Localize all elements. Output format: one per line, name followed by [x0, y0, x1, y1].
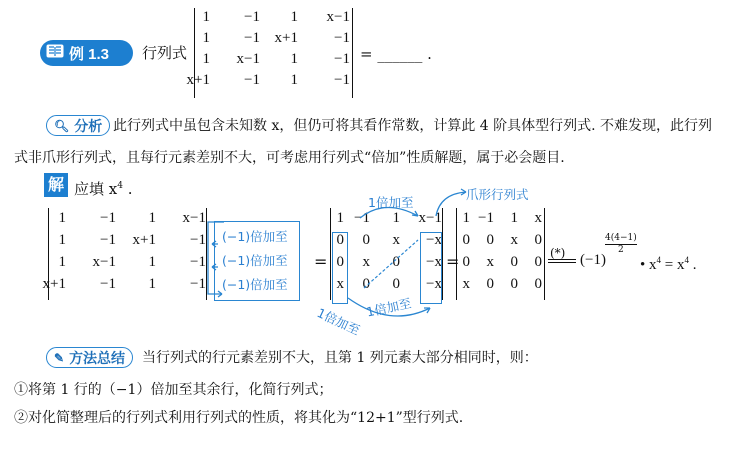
original-matrix-cell: 1 [58, 254, 66, 270]
step-matrix-cell: 0 [362, 276, 370, 292]
original-matrix-cell: x+1 [132, 232, 156, 248]
analysis-line-2: 式非爪形行列式，且每行元素差别不大，可考虑用行列式“倍加”性质解题，属于必会题目. [14, 150, 565, 166]
equals-2: = [446, 252, 460, 271]
claw-matrix-cell: 0 [486, 232, 494, 248]
step-matrix-cell: x [362, 254, 370, 270]
original-matrix-cell: −1 [100, 232, 116, 248]
step-matrix-cell: 1 [392, 210, 400, 226]
magnifier-icon: 🔍︎ [54, 118, 70, 133]
solution-answer: 应填 $x^4$ . [74, 180, 133, 198]
example-matrix-cell: −1 [244, 9, 260, 25]
method-badge [46, 347, 133, 368]
step-matrix-cell: −1 [354, 210, 370, 226]
row-op-3: (−1)倍加至 [222, 277, 288, 292]
step-matrix-cell: 0 [362, 232, 370, 248]
original-matrix-cell: −1 [190, 254, 206, 270]
step-matrix-cell: x [392, 232, 400, 248]
solution-badge: 解 [44, 173, 68, 197]
claw-matrix-cell: 0 [462, 254, 470, 270]
claw-matrix-cell: 0 [534, 232, 542, 248]
example-matrix-cell: −1 [334, 72, 350, 88]
method-item-2: ②对化简整理后的行列式利用行列式的性质，将其化为“12+1”型行列式. [14, 410, 464, 426]
example-matrix-cell: x+1 [186, 72, 210, 88]
step-matrix-cell: x−1 [418, 210, 442, 226]
analysis-line-1: 此行列式中虽包含未知数 x，但仍可将其看作常数，计算此 4 阶具体型行列式. 不难发现，此行列 [113, 118, 713, 134]
example-title: 行列式 [142, 44, 188, 62]
result-base: (−1) [580, 252, 606, 268]
claw-matrix-cell: x [486, 254, 494, 270]
example-matrix-cell: 1 [290, 72, 298, 88]
claw-matrix-cell: x [510, 232, 518, 248]
original-matrix-cell: −1 [100, 276, 116, 292]
example-matrix-cell: x−1 [236, 51, 260, 67]
claw-matrix-cell: −1 [478, 210, 494, 226]
result-exponent: 4(4−1) 2 [605, 233, 637, 255]
blank-answer: = ______ . [360, 45, 432, 63]
step-matrix-cell: 0 [336, 232, 344, 248]
step-matrix-cell: 0 [336, 254, 344, 270]
claw-matrix-cell: 0 [486, 276, 494, 292]
original-matrix-cell: x−1 [182, 210, 206, 226]
claw-label: 爪形行列式 [466, 187, 529, 202]
example-matrix-cell: 1 [202, 9, 210, 25]
claw-matrix-cell: x [534, 210, 542, 226]
row-op-2: (−1)倍加至 [222, 253, 288, 268]
example-matrix-cell: −1 [244, 30, 260, 46]
pencil-icon: ✎ [54, 350, 65, 365]
original-matrix-cell: 1 [148, 254, 156, 270]
claw-matrix-cell: 0 [534, 276, 542, 292]
example-matrix-cell: 1 [202, 51, 210, 67]
method-label: 方法总结 [69, 349, 126, 366]
star-line-2 [548, 262, 576, 263]
claw-matrix-cell: 0 [510, 276, 518, 292]
example-matrix-cell: 1 [290, 9, 298, 25]
example-matrix-cell: −1 [334, 30, 350, 46]
original-matrix-cell: x+1 [42, 276, 66, 292]
step-matrix-cell: −x [426, 276, 442, 292]
method-intro: 当行列式的行元素差别不大，且第 1 列元素大部分相同时，则： [142, 350, 538, 366]
original-matrix-cell: −1 [100, 210, 116, 226]
step-matrix-cell: −x [426, 232, 442, 248]
col-op-bottom-b: 1倍加至 [365, 295, 413, 320]
original-matrix-cell: −1 [190, 276, 206, 292]
example-matrix-cell: −1 [334, 51, 350, 67]
equals-1: = [314, 252, 328, 271]
claw-matrix-cell: 1 [462, 210, 470, 226]
claw-matrix-cell: x [462, 276, 470, 292]
example-matrix-cell: 1 [290, 51, 298, 67]
example-number: 例 1.3 [69, 45, 110, 63]
original-matrix-cell: x−1 [92, 254, 116, 270]
example-badge [40, 40, 133, 66]
step-matrix-cell: 0 [392, 276, 400, 292]
determinant-original [42, 208, 208, 300]
method-item-1: ①将第 1 行的（−1）倍加至其余行，化简行列式； [14, 382, 333, 398]
original-matrix-cell: −1 [190, 232, 206, 248]
star-line-1 [548, 259, 576, 260]
original-matrix-cell: 1 [58, 210, 66, 226]
col-op-bottom-a: 1倍加至 [314, 305, 363, 338]
claw-matrix-cell: 0 [510, 254, 518, 270]
example-determinant [186, 8, 354, 98]
claw-matrix-cell: 1 [510, 210, 518, 226]
result-tail: • $x^4 = x^4$ . [640, 255, 697, 273]
step-matrix-cell: 1 [336, 210, 344, 226]
determinant-claw [456, 208, 546, 300]
example-matrix-cell: x+1 [274, 30, 298, 46]
example-matrix-cell: −1 [244, 72, 260, 88]
original-matrix-cell: 1 [58, 232, 66, 248]
analysis-badge [46, 115, 110, 136]
step-matrix-cell: 0 [392, 254, 400, 270]
original-matrix-cell: 1 [148, 276, 156, 292]
row-op-1: (−1)倍加至 [222, 229, 288, 244]
star-note: (*) [550, 246, 566, 260]
claw-matrix-cell: 0 [462, 232, 470, 248]
example-matrix-cell: 1 [202, 30, 210, 46]
analysis-label: 分析 [74, 117, 103, 134]
step-matrix-cell: −x [426, 254, 442, 270]
book-icon [46, 44, 64, 62]
step-matrix-cell: x [336, 276, 344, 292]
claw-matrix-cell: 0 [534, 254, 542, 270]
example-matrix-cell: x−1 [326, 9, 350, 25]
col-op-top: 1倍加至 [368, 195, 414, 210]
original-matrix-cell: 1 [148, 210, 156, 226]
